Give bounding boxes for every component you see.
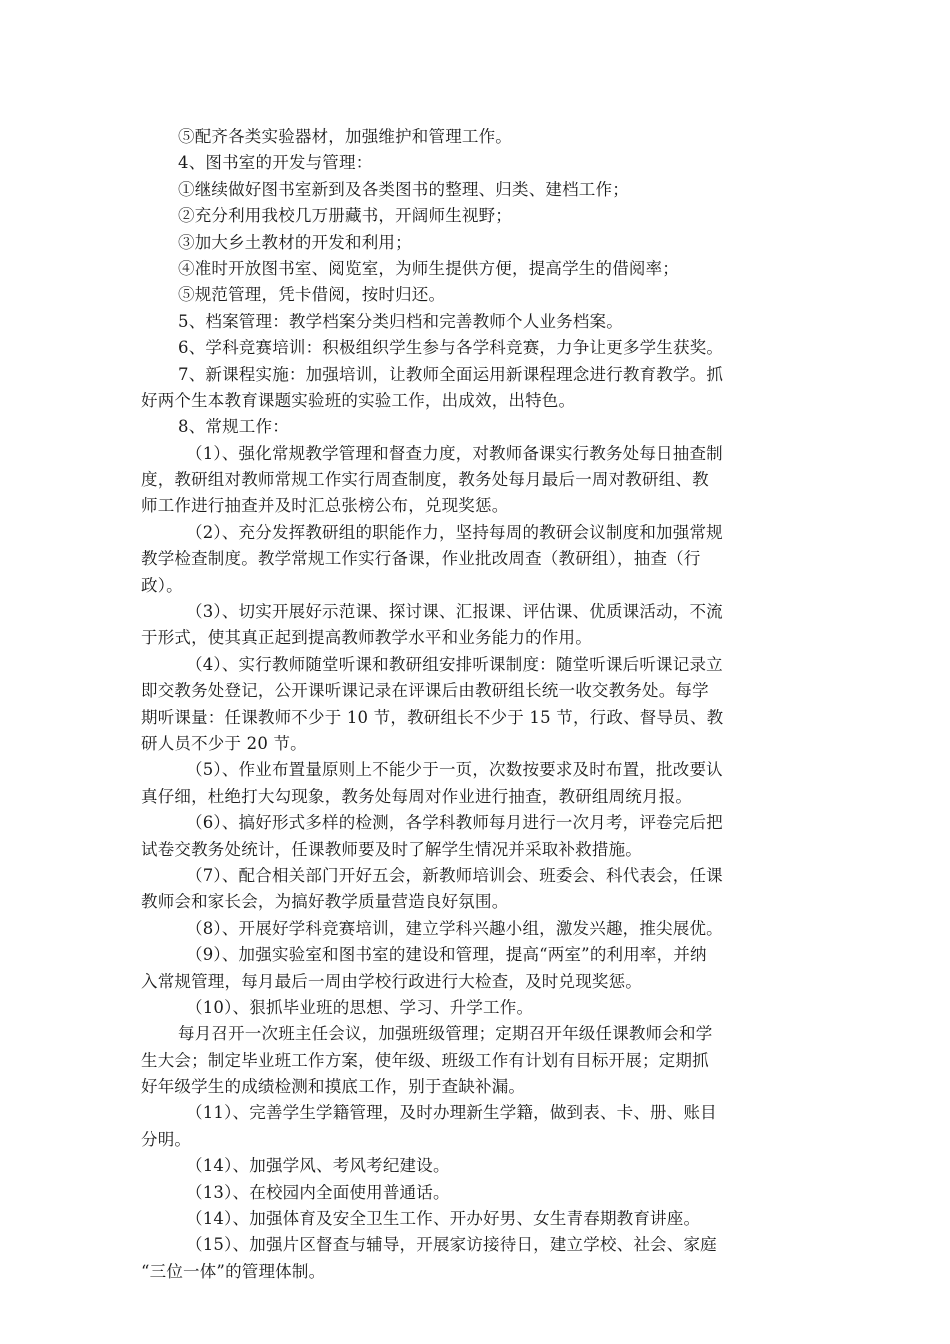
- text-line: 度，教研组对教师常规工作实行周查制度，教务处每月最后一周对教研组、教: [141, 470, 709, 490]
- document-body: [141, 124, 809, 1285]
- text-line: （2）、充分发挥教研组的职能作力，坚持每周的教研会议制度和加强常规: [186, 522, 723, 542]
- text-line: 生大会；制定毕业班工作方案，使年级、班级工作有计划有目标开展；定期抓: [141, 1050, 709, 1070]
- text-line: ⑤规范管理，凭卡借阅，按时归还。: [178, 285, 446, 305]
- text-line: ①继续做好图书室新到及各类图书的整理、归类、建档工作；: [178, 179, 629, 199]
- text-line: 真仔细，杜绝打大勾现象，教务处每周对作业进行抽查，教研组周统月报。: [141, 786, 693, 806]
- text-line: （15）、加强片区督查与辅导，开展家访接待日，建立学校、社会、家庭: [186, 1235, 717, 1255]
- text-line: 于形式，使其真正起到提高教师教学水平和业务能力的作用。: [141, 628, 592, 648]
- text-line: （1）、强化常规教学管理和督查力度，对教师备课实行教务处每日抽查制: [186, 443, 723, 463]
- text-line: （14）、加强体育及安全卫生工作、开办好男、女生青春期教育讲座。: [186, 1209, 701, 1229]
- text-line: （10）、狠抓毕业班的思想、学习、升学工作。: [186, 997, 534, 1017]
- text-line: （8）、开展好学科竞赛培训，建立学科兴趣小组，激发兴趣，推尖展优。: [186, 918, 723, 938]
- text-line: （11）、完善学生学籍管理，及时办理新生学籍，做到表、卡、册、账目: [186, 1103, 717, 1123]
- text-line: 师工作进行抽查并及时汇总张榜公布，兑现奖惩。: [141, 496, 509, 516]
- text-line: ②充分利用我校几万册藏书，开阔师生视野；: [178, 206, 512, 226]
- text-line: 入常规管理，每月最后一周由学校行政进行大检查，及时兑现奖惩。: [141, 971, 642, 991]
- text-line: 试卷交教务处统计，任课教师要及时了解学生情况并采取补救措施。: [141, 839, 642, 859]
- text-line: 6、学科竞赛培训：积极组织学生参与各学科竞赛，力争让更多学生获奖。: [178, 338, 724, 358]
- text-line: 4、图书室的开发与管理：: [178, 153, 373, 173]
- text-line: 政）。: [141, 575, 183, 595]
- text-line: 教学检查制度。教学常规工作实行备课，作业批改周查（教研组），抽查（行: [141, 549, 701, 569]
- text-line: ③加大乡土教材的开发和利用；: [178, 232, 412, 252]
- text-line: 好两个生本教育课题实验班的实验工作，出成效，出特色。: [141, 390, 576, 410]
- text-line: 好年级学生的成绩检测和摸底工作，别于查缺补漏。: [141, 1077, 526, 1097]
- text-line: 每月召开一次班主任会议，加强班级管理；定期召开年级任课教师会和学: [178, 1024, 713, 1044]
- text-line: 7、新课程实施：加强培训，让教师全面运用新课程理念进行教育教学。抓: [178, 364, 724, 384]
- text-line: 8、常规工作：: [178, 417, 289, 437]
- text-line: （6）、搞好形式多样的检测，各学科教师每月进行一次月考，评卷完后把: [186, 813, 723, 833]
- text-line: ⑤配齐各类实验器材，加强维护和管理工作。: [178, 127, 512, 146]
- text-line: （13）、在校园内全面使用普通话。: [186, 1182, 450, 1202]
- text-line: 教师会和家长会，为搞好教学质量营造良好氛围。: [141, 892, 509, 912]
- text-line: （5）、作业布置量原则上不能少于一页，次数按要求及时布置，批改要认: [186, 760, 723, 780]
- text-line: 研人员不少于 20 节。: [141, 733, 307, 753]
- text-line: （4）、实行教师随堂听课和教研组安排听课制度：随堂听课后听课记录立: [186, 654, 723, 674]
- text-line: （9）、加强实验室和图书室的建设和管理，提高“两室”的利用率，并纳: [186, 945, 707, 965]
- text-line: 期听课量：任课教师不少于 10 节，教研组长不少于 15 节，行政、督导员、教: [141, 707, 724, 727]
- text-line: （7）、配合相关部门开好五会，新教师培训会、班委会、科代表会，任课: [186, 865, 723, 885]
- text-line: “三位一体”的管理体制。: [141, 1261, 326, 1281]
- text-line: 5、档案管理：教学档案分类归档和完善教师个人业务档案。: [178, 311, 623, 331]
- text-line: ④准时开放图书室、阅览室，为师生提供方便，提高学生的借阅率；: [178, 258, 679, 278]
- text-line: （3）、切实开展好示范课、探讨课、汇报课、评估课、优质课活动，不流: [186, 602, 723, 622]
- text-line: （14）、加强学风、考风考纪建设。: [186, 1156, 450, 1176]
- text-line: 分明。: [141, 1129, 192, 1149]
- text-line: 即交教务处登记，公开课听课记录在评课后由教研组长统一收交教务处。每学: [141, 681, 709, 701]
